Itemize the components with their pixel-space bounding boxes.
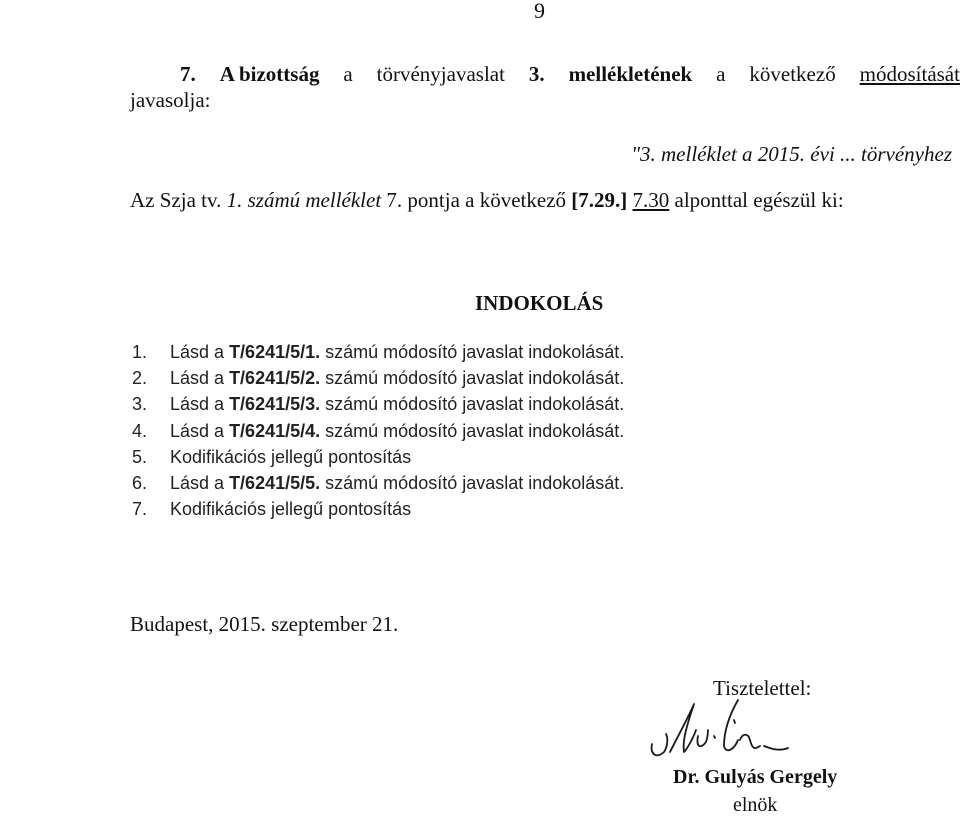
item-number: 5. <box>132 446 148 467</box>
amendment-word: törvényjavaslat <box>376 62 505 86</box>
item-number: 2. <box>132 368 148 389</box>
list-item <box>132 365 624 391</box>
szja-annex-ref: 1. számú melléklet <box>226 188 382 212</box>
closing-greeting: Tisztelettel: <box>713 676 812 700</box>
item-number: 7. <box>132 499 148 520</box>
handwritten-signature <box>638 696 818 771</box>
amendment-paragraph <box>130 62 960 113</box>
item-text: számú módosító javaslat indokolását. <box>325 342 625 362</box>
item-text: Kodifikációs jellegű pontosítás <box>170 446 412 467</box>
amendment-keyword: módosítását <box>859 62 960 86</box>
szja-text: 7. pontja a következő <box>386 188 567 212</box>
annex-number: 3. <box>528 62 545 86</box>
item-number: 6. <box>132 472 148 493</box>
item-text: Lásd a <box>170 368 225 389</box>
list-item <box>132 470 624 496</box>
list-item <box>132 339 624 365</box>
amendment-number: 7. <box>180 62 196 86</box>
list-item <box>132 444 624 470</box>
list-item <box>132 418 624 444</box>
annex-label: mellékletének <box>568 62 693 86</box>
place-date: Budapest, 2015. szeptember 21. <box>130 612 399 636</box>
page-number: 9 <box>534 0 545 23</box>
item-text: számú módosító javaslat indokolását. <box>325 420 625 441</box>
annex-heading: "3. melléklet a 2015. évi ... törvényhez <box>631 142 952 166</box>
amendment-line-2: javasolja: <box>130 88 211 112</box>
signer-title: elnök <box>733 794 778 816</box>
item-text: Lásd a <box>170 394 225 415</box>
list-item <box>132 496 624 522</box>
item-reference: T/6241/5/1. <box>229 342 321 362</box>
amendment-line-1 <box>180 62 960 87</box>
item-text: számú módosító javaslat indokolását. <box>325 368 625 389</box>
item-reference: T/6241/5/4. <box>229 420 321 441</box>
item-number: 1. <box>132 342 148 362</box>
amendment-word: a <box>343 62 353 86</box>
item-text: Lásd a <box>170 342 225 362</box>
szja-old-point: [7.29.] <box>571 188 628 212</box>
item-text: Kodifikációs jellegű pontosítás <box>170 499 412 520</box>
item-reference: T/6241/5/5. <box>229 472 321 493</box>
item-text: Lásd a <box>170 472 225 493</box>
section-heading: INDOKOLÁS <box>475 291 604 315</box>
item-number: 3. <box>132 394 148 415</box>
item-text: számú módosító javaslat indokolását. <box>325 394 625 415</box>
committee-label: A bizottság <box>219 62 320 86</box>
item-number: 4. <box>132 420 148 441</box>
item-text: számú módosító javaslat indokolását. <box>325 472 625 493</box>
amendment-word: a <box>716 62 726 86</box>
item-reference: T/6241/5/2. <box>229 368 321 389</box>
szja-text: alponttal egészül ki: <box>674 188 844 212</box>
amendment-word: következő <box>749 62 836 86</box>
signer-name: Dr. Gulyás Gergely <box>673 766 838 788</box>
szja-new-point: 7.30 <box>632 188 670 212</box>
szja-text: Az Szja tv. <box>130 188 222 212</box>
justification-list <box>132 339 624 522</box>
item-text: Lásd a <box>170 420 225 441</box>
list-item <box>132 391 624 417</box>
item-reference: T/6241/5/3. <box>229 394 321 415</box>
szja-amendment-line <box>130 188 844 213</box>
